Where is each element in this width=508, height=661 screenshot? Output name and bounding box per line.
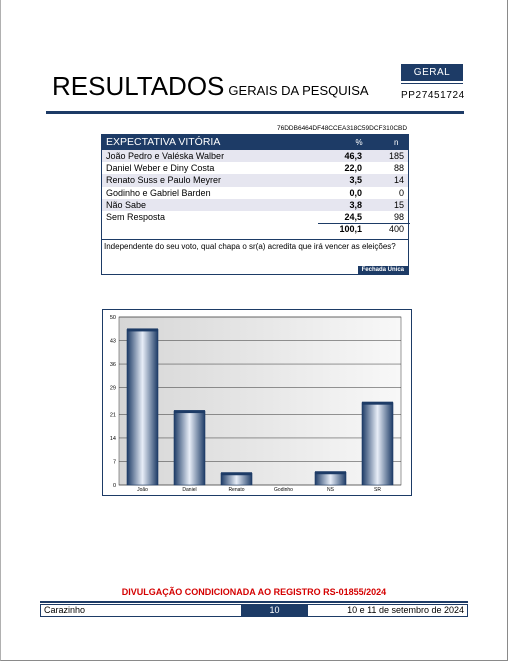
row-label: Daniel Weber e Diny Costa — [106, 163, 215, 174]
title-subtitle: GERAIS DA PESQUISA — [228, 83, 369, 98]
survey-code: PP27451724 — [401, 90, 465, 101]
document-hash: 76DDB6464DF48CCEA318C59DCF310CBD — [277, 125, 408, 132]
table-row — [102, 174, 408, 186]
x-tick-label: Godinho — [274, 487, 293, 493]
bar-cap — [127, 328, 158, 331]
y-tick-label: 7 — [112, 459, 116, 466]
bar — [362, 403, 393, 485]
table-row — [102, 211, 408, 223]
row-label: Sem Resposta — [106, 211, 166, 222]
row-n: 98 — [393, 211, 404, 222]
row-label: João Pedro e Valéska Walber — [106, 151, 225, 161]
table-row — [102, 162, 408, 174]
row-label: Renato Suss e Paulo Meyrer — [106, 175, 222, 186]
table-row — [102, 187, 408, 199]
x-tick-label: Renato — [228, 487, 245, 493]
column-header-pct: % — [355, 138, 363, 147]
title-rule — [46, 111, 464, 114]
page-number: 10 — [241, 605, 308, 616]
row-pct: 3,5 — [349, 175, 362, 186]
title-main: RESULTADOS — [52, 71, 225, 101]
results-table — [101, 134, 409, 275]
x-tick-label: SR — [374, 487, 381, 493]
plot-area — [119, 317, 401, 485]
table-row — [102, 199, 408, 211]
y-tick-label: 21 — [109, 412, 116, 419]
footer-city: Carazinho — [44, 605, 86, 615]
footer-rule — [40, 601, 468, 603]
row-label: Godinho e Gabriel Barden — [106, 187, 211, 198]
badge-underline — [401, 83, 463, 84]
y-tick-label: 14 — [109, 435, 116, 442]
row-pct: 24,5 — [344, 211, 362, 222]
bar — [127, 329, 158, 485]
row-label: Não Sabe — [106, 199, 147, 210]
y-tick-label: 50 — [109, 315, 116, 321]
row-pct: 0,0 — [349, 187, 362, 198]
y-tick-label: 36 — [109, 362, 116, 369]
bar-chart — [102, 309, 412, 496]
row-n: 0 — [398, 187, 404, 198]
bar — [174, 411, 205, 485]
bar-cap — [221, 472, 252, 475]
x-tick-label: João — [137, 487, 148, 493]
footer-date: 10 e 11 de setembro de 2024 — [347, 605, 464, 615]
x-tick-label: Daniel — [182, 487, 197, 493]
column-header-n: n — [394, 138, 399, 147]
bar-cap — [362, 402, 393, 405]
y-tick-label: 0 — [112, 483, 116, 489]
table-row — [102, 150, 408, 162]
question-rule — [102, 239, 408, 240]
row-pct: 3,8 — [349, 199, 362, 210]
x-tick-label: NS — [327, 487, 334, 493]
row-n: 88 — [393, 163, 404, 174]
category-badge: GERAL — [401, 64, 463, 81]
row-n: 14 — [393, 175, 404, 186]
y-tick-label: 29 — [109, 385, 116, 392]
total-n: 400 — [388, 224, 404, 235]
page-footer — [40, 604, 468, 617]
table-header — [102, 135, 408, 150]
page-title — [52, 71, 369, 102]
y-tick-label: 43 — [109, 338, 116, 345]
total-pct: 100,1 — [339, 224, 362, 235]
row-n: 185 — [388, 151, 404, 161]
question-type-tag: Fechada Única — [358, 266, 408, 274]
table-title: EXPECTATIVA VITÓRIA — [106, 136, 221, 148]
bar-cap — [174, 410, 205, 413]
question-text: Independente do seu voto, qual chapa o sr(a) acredita que irá vencer as eleições? — [104, 242, 396, 251]
row-pct: 22,0 — [344, 163, 362, 174]
row-pct: 46,3 — [344, 151, 362, 161]
row-n: 15 — [393, 199, 404, 210]
total-row — [102, 223, 408, 235]
bar-cap — [315, 471, 346, 474]
registration-disclaimer: DIVULGAÇÃO CONDICIONADA AO REGISTRO RS-01855/2024 — [121, 587, 387, 597]
